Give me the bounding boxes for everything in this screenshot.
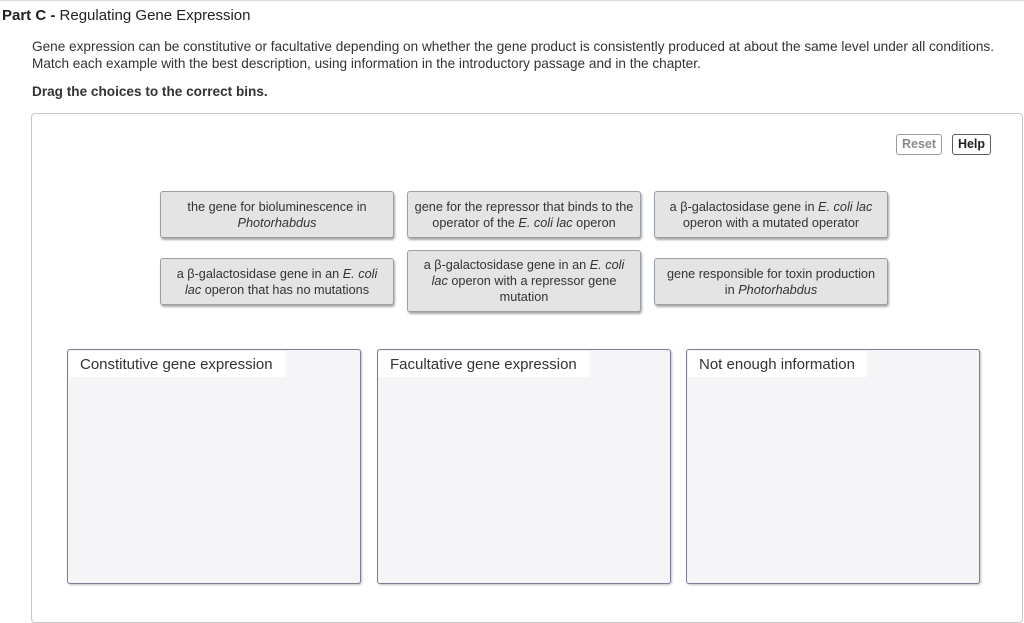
part-title-text: Regulating Gene Expression (59, 7, 251, 24)
choice-chip-toxin-production[interactable] (654, 258, 888, 305)
bin-label: Not enough information (688, 351, 867, 377)
bin-not-enough-info[interactable] (686, 349, 980, 584)
choice-chip-repressor-gene[interactable] (407, 191, 641, 238)
choice-text: a β-galactosidase gene in an E. coli lac operon with a repressor gene mutation (423, 258, 625, 304)
choice-chip-repressor-mutation[interactable] (407, 250, 641, 312)
instructions-text: Gene expression can be constitutive or facultative depending on whether the gene product is consistently produced at about the same level under all conditions. Match each example with the best description, using information in the introductory passage and in the chapter. (32, 39, 994, 71)
bin-label: Constitutive gene expression (69, 351, 285, 377)
page-title (2, 7, 250, 24)
choice-text: gene for the repressor that binds to the operator of the E. coli lac operon (414, 199, 634, 230)
drag-instruction: Drag the choices to the correct bins. (32, 84, 268, 99)
part-label: Part C - (2, 7, 56, 24)
choice-text: a β-galactosidase gene in an E. coli lac operon that has no mutations (176, 266, 378, 297)
choice-chip-mutated-operator[interactable] (654, 191, 888, 238)
help-button[interactable]: Help (952, 134, 991, 155)
bin-label: Facultative gene expression (379, 351, 589, 377)
choice-chip-bioluminescence[interactable] (160, 191, 394, 238)
bin-facultative[interactable] (377, 349, 671, 584)
reset-button[interactable]: Reset (896, 134, 942, 155)
choice-chip-no-mutations[interactable] (160, 258, 394, 305)
top-divider (0, 0, 1024, 1)
choice-text: the gene for bioluminescence in Photorhabdus (187, 199, 367, 230)
choice-text: a β-galactosidase gene in E. coli lac operon with a mutated operator (669, 199, 873, 230)
bin-constitutive[interactable] (67, 349, 361, 584)
choice-text: gene responsible for toxin production in Photorhabdus (666, 266, 876, 297)
